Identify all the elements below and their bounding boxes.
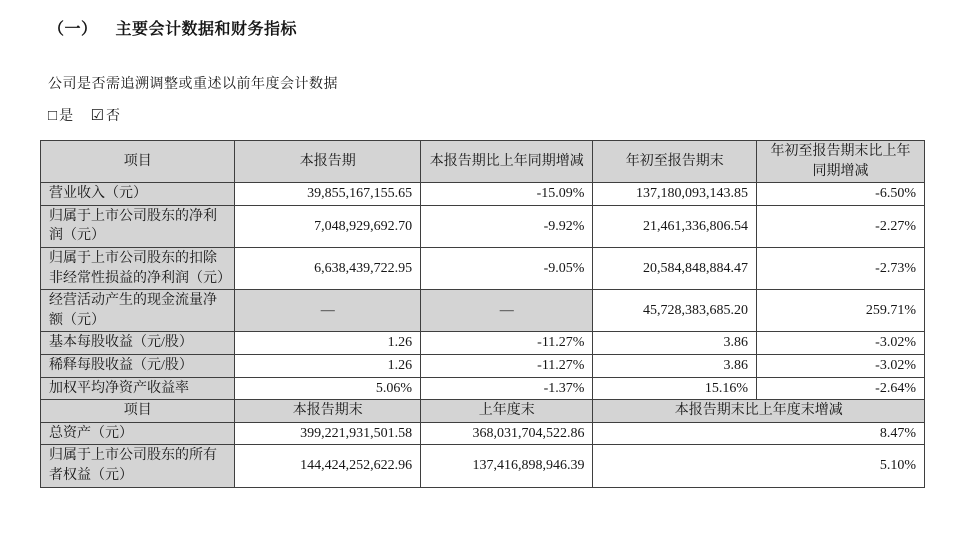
item-cell: 归属于上市公司股东的净利润（元） <box>41 205 235 247</box>
table-row-operating-cash-flow <box>41 290 925 332</box>
value-cell: 20,584,848,884.47 <box>593 247 757 289</box>
value-cell: -9.92% <box>421 205 593 247</box>
value-cell-dash: — <box>421 290 593 332</box>
table-row-net-profit-excl-nonrecurring <box>41 247 925 289</box>
value-cell: 6,638,439,722.95 <box>235 247 421 289</box>
value-cell: 15.16% <box>593 377 757 400</box>
value-cell: -11.27% <box>421 332 593 355</box>
table2-header-row <box>41 400 925 423</box>
value-cell: 259.71% <box>757 290 925 332</box>
value-cell-dash: — <box>235 290 421 332</box>
header-cell-ytd-yoy-change: 年初至报告期末比上年同期增减 <box>757 141 925 183</box>
table-row-net-profit <box>41 205 925 247</box>
item-cell: 总资产（元） <box>41 422 235 445</box>
value-cell: 3.86 <box>593 354 757 377</box>
restatement-options <box>48 105 925 125</box>
checkbox-unchecked-icon: □ <box>48 108 58 124</box>
value-cell: -2.73% <box>757 247 925 289</box>
table-row-weighted-avg-roe <box>41 377 925 400</box>
restatement-question: 公司是否需追溯调整或重述以前年度会计数据 <box>48 77 338 92</box>
value-cell: 7,048,929,692.70 <box>235 205 421 247</box>
value-cell: -2.64% <box>757 377 925 400</box>
table-row-total-assets <box>41 422 925 445</box>
checkbox-checked-icon: ☑ <box>90 108 105 124</box>
value-cell: 3.86 <box>593 332 757 355</box>
option-yes <box>48 109 73 124</box>
header-cell-ytd: 年初至报告期末 <box>593 141 757 183</box>
value-cell: 137,416,898,946.39 <box>421 445 593 487</box>
value-cell: -2.27% <box>757 205 925 247</box>
header-cell-item: 项目 <box>41 400 235 423</box>
value-cell: 1.26 <box>235 332 421 355</box>
header-cell-period-end: 本报告期末 <box>235 400 421 423</box>
option-no-label: 否 <box>106 109 121 124</box>
header-cell-change-vs-prev-year-end: 本报告期末比上年度末增减 <box>593 400 925 423</box>
item-cell: 稀释每股收益（元/股） <box>41 354 235 377</box>
item-cell: 归属于上市公司股东的扣除非经常性损益的净利润（元） <box>41 247 235 289</box>
header-cell-current-period: 本报告期 <box>235 141 421 183</box>
table-row-diluted-eps <box>41 354 925 377</box>
value-cell: -3.02% <box>757 332 925 355</box>
value-cell: 1.26 <box>235 354 421 377</box>
value-cell: 39,855,167,155.65 <box>235 183 421 206</box>
value-cell: 8.47% <box>593 422 925 445</box>
section-heading <box>48 16 925 39</box>
value-cell: -9.05% <box>421 247 593 289</box>
section-title: 主要会计数据和财务指标 <box>115 21 298 38</box>
header-cell-prev-year-end: 上年度末 <box>421 400 593 423</box>
table-row-shareholders-equity <box>41 445 925 487</box>
table1-header-row <box>41 141 925 183</box>
header-cell-yoy-change: 本报告期比上年同期增减 <box>421 141 593 183</box>
value-cell: -6.50% <box>757 183 925 206</box>
value-cell: 368,031,704,522.86 <box>421 422 593 445</box>
value-cell: -15.09% <box>421 183 593 206</box>
item-cell: 加权平均净资产收益率 <box>41 377 235 400</box>
table-row-revenue <box>41 183 925 206</box>
option-no <box>91 109 120 124</box>
table-row-basic-eps <box>41 332 925 355</box>
value-cell: 5.06% <box>235 377 421 400</box>
value-cell: -1.37% <box>421 377 593 400</box>
value-cell: -3.02% <box>757 354 925 377</box>
value-cell: 5.10% <box>593 445 925 487</box>
value-cell: 45,728,383,685.20 <box>593 290 757 332</box>
item-cell: 经营活动产生的现金流量净额（元） <box>41 290 235 332</box>
value-cell: 21,461,336,806.54 <box>593 205 757 247</box>
financial-indicators-table <box>40 140 925 488</box>
section-number: （一） <box>48 21 98 38</box>
value-cell: 144,424,252,622.96 <box>235 445 421 487</box>
value-cell: -11.27% <box>421 354 593 377</box>
item-cell: 基本每股收益（元/股） <box>41 332 235 355</box>
option-yes-label: 是 <box>59 109 74 124</box>
item-cell: 归属于上市公司股东的所有者权益（元） <box>41 445 235 487</box>
value-cell: 137,180,093,143.85 <box>593 183 757 206</box>
header-cell-item: 项目 <box>41 141 235 183</box>
item-cell: 营业收入（元） <box>41 183 235 206</box>
value-cell: 399,221,931,501.58 <box>235 422 421 445</box>
